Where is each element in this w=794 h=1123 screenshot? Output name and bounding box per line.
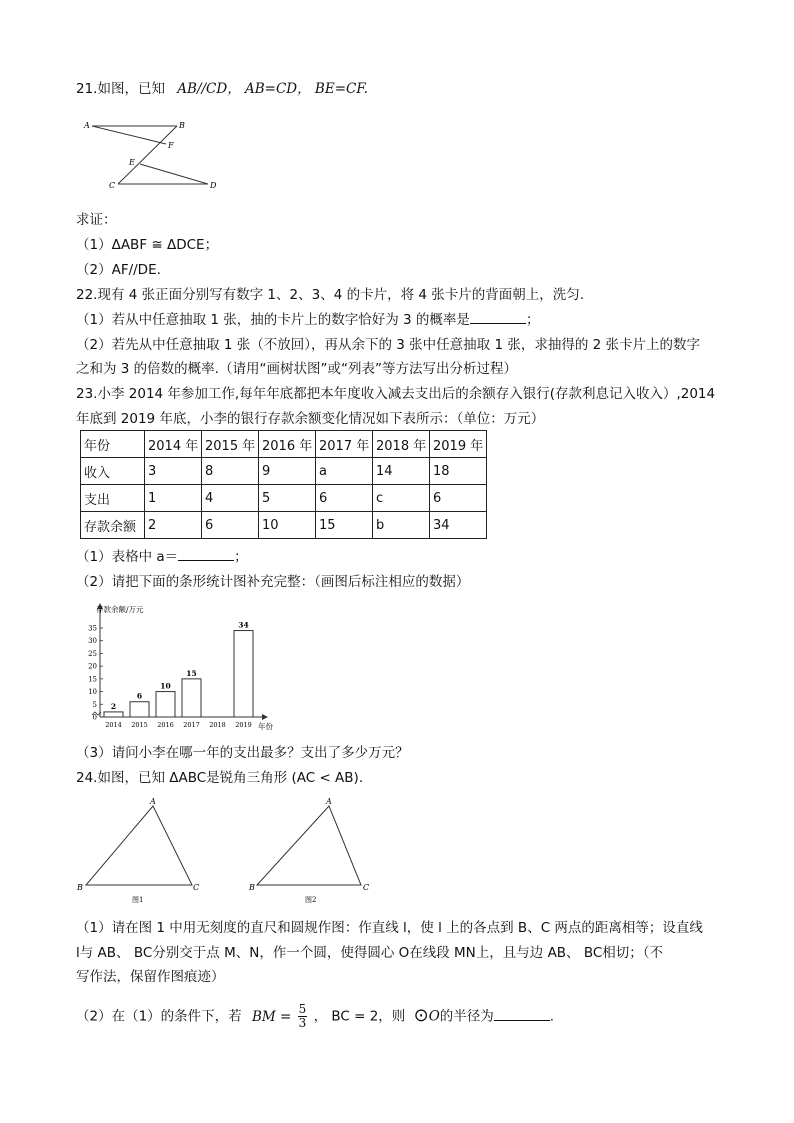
x-tick-label: 2016	[157, 721, 174, 729]
q23-part1-text: （1）表格中 a＝	[76, 549, 179, 565]
table-cell: 年份	[81, 431, 145, 458]
q24-fig1-label-b: B	[77, 883, 83, 892]
table-cell: 存款余额	[81, 512, 145, 539]
q23-part2: （2）请把下面的条形统计图补充完整：（画图后标注相应的数据）	[76, 574, 470, 590]
q24-fraction	[298, 1003, 308, 1030]
q23-part3: （3）请问小李在哪一年的支出最多？支出了多少万元？	[76, 745, 409, 761]
q23-part1	[76, 548, 248, 566]
q24-frac-den: 3	[298, 1016, 307, 1030]
q24-figure-2	[247, 796, 387, 904]
table-row	[81, 431, 487, 458]
y-tick-label: 5	[92, 700, 97, 709]
q21-condition: AB//CD， AB=CD， BE=CF.	[177, 81, 368, 97]
q24-part1-a: （1）请在图 1 中用无刻度的直尺和圆规作图：作直线 l，使 l 上的各点到 B、C 两点的距离相等；设直线	[76, 920, 703, 936]
q21-label-c: C	[109, 181, 116, 190]
table-cell: 15	[316, 512, 373, 539]
q24-fig2-label-b: B	[249, 883, 255, 892]
q22-answer-blank[interactable]	[470, 311, 526, 324]
y-axis-label: 存款余额/万元	[96, 605, 144, 614]
q23-part1-end: ；	[234, 549, 248, 565]
table-cell: 5	[259, 485, 316, 512]
q22-part1-text: （1）若从中任意抽取 1 张，抽的卡片上的数字恰好为 3 的概率是	[76, 312, 470, 328]
bar	[182, 679, 201, 717]
x-tick-label: 2017	[183, 721, 200, 729]
table-cell: 2	[145, 512, 202, 539]
q23-answer-blank[interactable]	[178, 548, 234, 561]
bar	[234, 631, 253, 717]
bar	[104, 712, 123, 717]
q21-label-f: F	[168, 141, 174, 150]
table-cell: 14	[373, 458, 430, 485]
q24-circle-symbol: ⊙	[413, 1004, 429, 1026]
table-cell: 18	[430, 458, 487, 485]
table-cell: 2018 年	[373, 431, 430, 458]
table-cell: b	[373, 512, 430, 539]
bar-value-label: 15	[186, 668, 197, 678]
y-tick-label: 20	[88, 662, 97, 671]
q24-fig2-caption: 图2	[305, 896, 317, 904]
table-cell: 9	[259, 458, 316, 485]
q24-part2-dot: .	[549, 1008, 555, 1025]
q22-part1	[76, 311, 539, 329]
table-cell: 8	[202, 458, 259, 485]
q21-stem	[76, 80, 368, 98]
table-cell: 6	[202, 512, 259, 539]
q21-part2: （2）AF//DE.	[76, 262, 161, 278]
table-cell: 6	[430, 485, 487, 512]
y-tick-label: 30	[88, 637, 97, 646]
table-cell: 2016 年	[259, 431, 316, 458]
q24-frac-num: 5	[298, 1002, 307, 1016]
q23-stem-a: 23.小李 2014 年参加工作,每年年底都把本年度收入减去支出后的余额存入银行(存款利息记入收入）,2014	[76, 386, 716, 402]
x-tick-label: 2019	[235, 721, 252, 729]
y-tick-label: 10	[88, 688, 97, 697]
q24-part2-end: 的半径为	[439, 1008, 494, 1025]
table-cell: 2019 年	[430, 431, 487, 458]
q24-stem: 24.如图，已知 ΔABC是锐角三角形 (AC < AB).	[76, 770, 364, 786]
y-tick-label: 35	[88, 624, 97, 633]
q21-label-d: D	[210, 181, 217, 190]
table-cell: 收入	[81, 458, 145, 485]
q21-part1: （1）ΔABF ≅ ΔDCE；	[76, 237, 219, 253]
q21-label-e: E	[129, 158, 135, 167]
q21-figure	[80, 116, 230, 192]
q22-stem: 22.现有 4 张正面分别写有数字 1、2、3、4 的卡片，将 4 张卡片的背面朝上，洗匀.	[76, 287, 585, 303]
q24-fig1-label-a: A	[150, 797, 156, 806]
table-row	[81, 458, 487, 485]
q24-answer-blank[interactable]	[494, 1008, 550, 1021]
table-cell: 4	[202, 485, 259, 512]
q23-bar-chart	[82, 600, 292, 735]
q24-part2-pre: （2）在（1）的条件下，若	[76, 1008, 242, 1025]
q21-label-b: B	[179, 121, 185, 130]
bar	[156, 692, 175, 717]
q24-fig1-label-c: C	[193, 883, 200, 892]
q21-stem-text: 21.如图，已知	[76, 81, 165, 97]
table-cell: c	[373, 485, 430, 512]
x-axis-arrow	[262, 714, 268, 720]
q23-table	[80, 430, 487, 539]
y-tick-label: 15	[88, 675, 97, 684]
q22-part1-end: ；	[525, 312, 540, 328]
table-cell: 34	[430, 512, 487, 539]
table-cell: 1	[145, 485, 202, 512]
q24-fig2-label-c: C	[363, 883, 370, 892]
table-cell: 2015 年	[202, 431, 259, 458]
table-cell: 2017 年	[316, 431, 373, 458]
x-tick-label: 2014	[105, 721, 122, 729]
table-cell: 2014 年	[145, 431, 202, 458]
table-row	[81, 485, 487, 512]
q24-bm: BM =	[251, 1008, 292, 1025]
y-tick-label: 0	[92, 713, 97, 722]
table-cell: 10	[259, 512, 316, 539]
q24-fig1-caption: 图1	[132, 896, 144, 904]
q24-fig2-label-a: A	[326, 797, 332, 806]
q24-figure-1	[72, 796, 212, 904]
q24-circle-o: O	[428, 1008, 440, 1025]
q23-stem-b: 年底到 2019 年底，小李的银行存款余额变化情况如下表所示：（单位：万元）	[76, 411, 545, 427]
table-cell: 6	[316, 485, 373, 512]
y-tick-label: 25	[88, 649, 97, 658]
bar-value-label: 34	[238, 620, 249, 630]
table-row	[81, 512, 487, 539]
q22-part2-b: 之和为 3 的倍数的概率.（请用“画树状图”或“列表”等方法写出分析过程）	[76, 361, 517, 377]
q21-prove: 求证：	[76, 212, 117, 228]
q24-part1-c: 写作法，保留作图痕迹）	[76, 969, 225, 985]
x-axis-label: 年份	[258, 722, 273, 731]
q22-part2-a: （2）若先从中任意抽取 1 张（不放回），再从余下的 3 张中任意抽取 1 张，求抽得的 2 张卡片上的数字	[76, 337, 701, 353]
table-cell: 支出	[81, 485, 145, 512]
q21-label-a: A	[84, 121, 90, 130]
bar-value-label: 10	[160, 681, 171, 691]
bar-value-label: 2	[110, 701, 117, 711]
x-tick-label: 2018	[209, 721, 226, 729]
x-tick-label: 2015	[131, 721, 148, 729]
q24-part2	[76, 1003, 554, 1030]
table-cell: a	[316, 458, 373, 485]
table-cell: 3	[145, 458, 202, 485]
q24-part1-b: l与 AB、 BC分别交于点 M、N，作一个圆，使得圆心 O在线段 MN上，且与边 AB、 BC相切；（不	[76, 945, 664, 961]
q24-part2-mid: ， BC = 2，则	[313, 1008, 406, 1025]
bar-value-label: 6	[136, 691, 143, 701]
bar	[130, 702, 149, 717]
